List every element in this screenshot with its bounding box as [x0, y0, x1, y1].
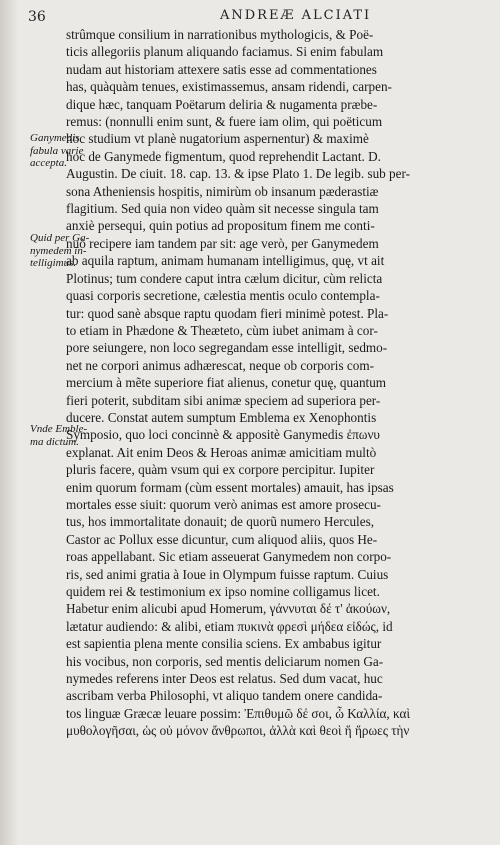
text-line: ab aquila raptum, animam humanam intelligimus, quę, vt ait: [66, 253, 385, 269]
text-line: his vocibus, non corporis, sed mentis deliciarum nomen Ga-: [66, 653, 384, 669]
text-line: pluris facere, quàm vsum qui ex corpore percipitur. Iupiter: [66, 462, 375, 478]
text-line: strûmque consilium in narrationibus mythologicis, & Poë-: [66, 27, 374, 42]
text-line: tos linguæ Græcæ leuare possim: Ἐπιθυμῶ δέ σοι, ὦ Καλλία, καὶ: [66, 705, 410, 721]
text-line: remus: (nonnulli enim sunt, & fuere iam olim, qui poëticum: [66, 114, 383, 130]
text-line: nudam aut historiam attexere satis esse ad commentationes: [66, 61, 377, 77]
text-line: mortales esse siuit: quorum verò animas est amore prosecu-: [66, 496, 381, 512]
text-line: Castor ac Pollux esse dicuntur, cum aliquod aliis, quos He-: [66, 531, 378, 547]
running-head: ANDREÆ ALCIATI: [220, 8, 372, 23]
text-line: net ne corpori animus adhærescat, neque ob corporis com-: [66, 357, 374, 373]
text-line: hoc de Ganymede figmentum, quod reprehendit Lactant. D.: [66, 148, 381, 164]
text-line: Habetur enim alicubi apud Homerum, γάννυται δέ τ' ἀκούων,: [66, 601, 391, 617]
text-line: pore seiungere, non loco segregandam esse intelligit, sedmo-: [66, 340, 388, 356]
text-line: mercium à mẽte superiore fiat alienus, conetur quę, quantum: [66, 375, 387, 391]
text-line: explanat. Ait enim Deos & Heroas animæ amicitiam multò: [66, 444, 377, 460]
text-line: est sapientia plena mente consilia sciens. Ex ambabus igitur: [66, 636, 382, 652]
text-line: Plotinus; tum condere caput intra cælum dicitur, cùm relicta: [66, 270, 383, 286]
page-number: 36: [28, 9, 46, 25]
text-line: μυθολογῆσαι, ὡς οὐ μόνον ἄνθρωποι, ἀλλὰ καὶ θεοὶ ἥ ἥρωες τὴν: [66, 723, 410, 739]
margin-note-unde-emblema: Vnde Emble- ma dictum.: [30, 423, 88, 448]
text-line: has, quàquàm tenues, existimassemus, ansam ridendi, carpen-: [66, 79, 392, 95]
text-line: lætatur audiendo: & alibi, etiam πυκινὰ φρεσὶ μήδεα εἰδώς, id: [66, 618, 393, 634]
text-line: ascribam verba Philosophi, vt aliquo tandem onere candida-: [66, 688, 383, 704]
text-line: fieri poterit, subditam sibi animæ speciem ad superiora per-: [66, 392, 381, 408]
text-line: roas appellabant. Sic etiam asseuerat Ganymedem non corpo-: [66, 549, 392, 565]
text-line: quasi corporis secretione, cælestia mentis oculo contempla-: [66, 288, 380, 304]
text-line: flagitium. Sed quia non video quàm sit necesse singula tam: [66, 201, 379, 217]
margin-note-quid-per-ganymedem: Quid per Ga- nymedem in- telligimus.: [30, 232, 90, 269]
text-line: to etiam in Phædone & Theæteto, cùm iubet animam à cor-: [66, 322, 378, 338]
text-line: ticis allegoriis planum aliquando faciamus. Si enim fabulam: [66, 44, 384, 60]
text-line: tus, hos immortalitate donauit; de quorũ numero Hercules,: [66, 514, 375, 530]
text-line: nuò recipere iam tandem par sit: age verò, per Ganymedem: [66, 235, 379, 251]
body-text: [66, 26, 494, 740]
text-line: nymedes referens inter Deos est relatus. Sed dum vacat, huc: [66, 671, 383, 687]
text-line: dique hæc, tanquam Poëtarum deliria & nugamenta præbe-: [66, 96, 378, 112]
text-line: quidem rei & testimonium ex ipso nomine colligamus licet.: [66, 584, 380, 599]
text-line: anxiè persequi, quin potius ad propositum finem me conti-: [66, 218, 375, 234]
text-line: hoc studium vt planè nugatorium aspernentur) & maximè: [66, 131, 369, 147]
margin-note-ganymede-fable: Ganymedis fabula varie accepta.: [30, 132, 84, 169]
text-line: enim quorum formam (cùm essent mortales) amauit, has ipsas: [66, 479, 394, 495]
text-line: sona Atheniensis hospitis, nimirùm ob insanum pæderastiæ: [66, 183, 379, 199]
text-line: tur: quod sanè absque raptu quodam fieri minimè potest. Pla-: [66, 305, 389, 321]
text-line: ris, sed animi gratia à Ioue in Olympum fuisse raptum. Cuius: [66, 566, 389, 582]
text-line: ducere. Constat autem sumptum Emblema ex Xenophontis: [66, 409, 377, 425]
text-line: Symposio, quo loci concinnè & appositè Ganymedis ἐπωνυ: [66, 427, 380, 443]
text-line: Augustin. De ciuit. 18. cap. 13. & ipse Plato 1. De legib. sub per-: [66, 166, 411, 182]
